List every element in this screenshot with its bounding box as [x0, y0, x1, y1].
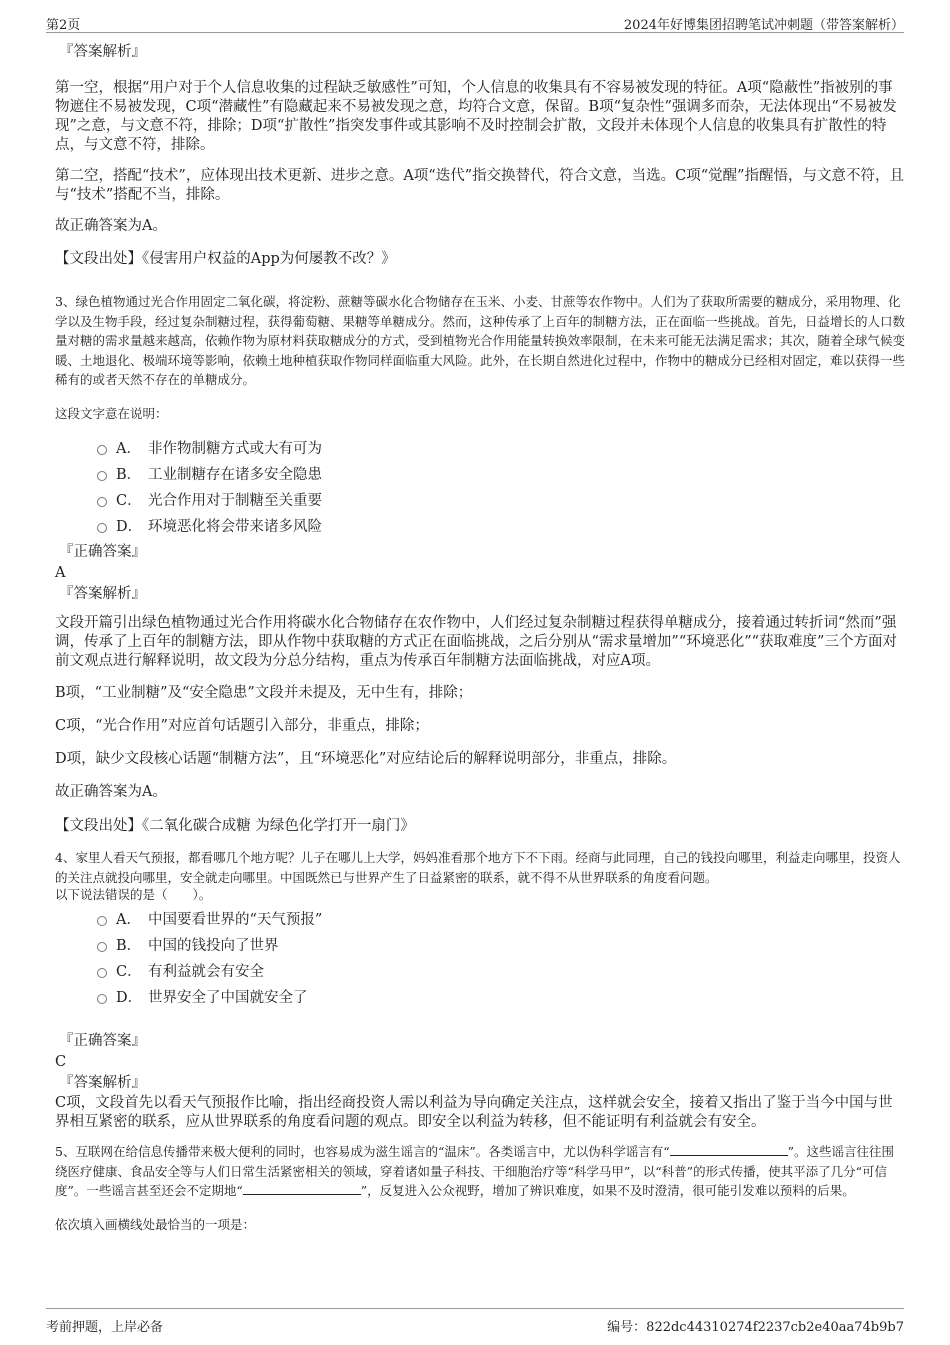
- q4-options: [55, 907, 905, 1011]
- q3-analysis-para4: D项，缺少文段核心话题“制糖方法”，且“环境恶化”对应结论后的解释说明部分，非重点，排除。: [55, 751, 677, 767]
- page-footer: [46, 1308, 904, 1339]
- page-header: [46, 12, 904, 33]
- q2-analysis-para2: 第二空，搭配“技术”，应体现出技术更新、进步之意。A项“迭代”指交换替代，符合文意，当选。C项“觉醒”指醒悟，与文意不符，且与“技术”搭配不当，排除。: [55, 168, 905, 203]
- q3-answer-label: 『正确答案』: [59, 544, 146, 560]
- radio-button[interactable]: [97, 471, 107, 481]
- radio-button[interactable]: [97, 916, 107, 926]
- q3-analysis-para2: B项，“工业制糖”及“安全隐患”文段并未提及，无中生有，排除；: [55, 685, 473, 701]
- q4-option-d[interactable]: D． 世界安全了中国就安全了: [55, 985, 905, 1011]
- q3-option-d[interactable]: D． 环境恶化将会带来诸多风险: [55, 514, 905, 540]
- document-body: [55, 42, 905, 1234]
- q3-options: [55, 436, 905, 540]
- q4-option-a[interactable]: A． 中国要看世界的“天气预报”: [55, 907, 905, 933]
- q3-analysis-label: 『答案解析』: [59, 586, 146, 602]
- q3-source: 【文段出处】《二氧化碳合成糖 为绿色化学打开一扇门》: [55, 818, 415, 834]
- q2-source: 【文段出处】《侵害用户权益的App为何屡教不改？》: [55, 251, 396, 267]
- q3-option-b[interactable]: B． 工业制糖存在诸多安全隐患: [55, 462, 905, 488]
- q3-analysis-para3: C项，“光合作用”对应首句话题引入部分，非重点，排除；: [55, 718, 429, 734]
- q4-question: 以下说法错误的是（ ）。: [55, 887, 212, 902]
- q3-analysis-para1: 文段开篇引出绿色植物通过光合作用将碳水化合物储存在农作物中，人们经过复杂制糖过程获得单糖成分，接着通过转折词“然而”强调，传承了上百年的制糖方法，即从作物中获取糖的方式正在面临挑战，之后分别从“需求量增加”“环境恶化”“获取难度”三个方面对前文观点进行解释说明，故文段为分总分结构，重点为传承百年制糖方法面临挑战，对应A项。: [55, 615, 897, 669]
- fill-blank-1[interactable]: [670, 1143, 788, 1156]
- q4-answer: C: [55, 1054, 67, 1070]
- q3-question: 这段文字意在说明：: [55, 405, 168, 421]
- q3-stem: 3、绿色植物通过光合作用固定二氧化碳，将淀粉、蔗糖等碳水化合物储存在玉米、小麦、甘蔗等农作物中。人们为了获取所需要的糖成分，采用物理、化学以及生物手段，经过复杂制糖过程，获得葡萄糖、果糖等单糖成分。然而，这种传承了上百年的制糖方法，正在面临一些挑战。首先，日益增长的人口数量对糖的需求量越来越高，依赖作物为原材料获取糖成分的方式，受到植物光合作用能量转换效率限制，在未来可能无法满足需求；其次，随着全球气候变暖、土地退化、极端环境等影响，依赖土地种植获取作物同样面临重大风险。此外，在长期自然进化过程中，作物中的糖成分已经相对固定，难以获得一些稀有的或者天然不存在的单糖成分。: [55, 294, 906, 387]
- q2-analysis-label: 『答案解析』: [59, 44, 146, 60]
- radio-button[interactable]: [97, 994, 107, 1004]
- radio-button[interactable]: [97, 445, 107, 455]
- radio-button[interactable]: [97, 968, 107, 978]
- q3-conclusion: 故正确答案为A。: [55, 784, 167, 800]
- q5-question: 依次填入画横线处最恰当的一项是：: [55, 1216, 256, 1232]
- q3-option-c[interactable]: C． 光合作用对于制糖至关重要: [55, 488, 905, 514]
- fill-blank-2[interactable]: [243, 1182, 361, 1195]
- page-number: 第2页: [46, 18, 81, 33]
- footer-slogan: 考前押题，上岸必备: [46, 1320, 164, 1335]
- radio-button[interactable]: [97, 497, 107, 507]
- q4-option-b[interactable]: B． 中国的钱投向了世界: [55, 933, 905, 959]
- q4-analysis-label: 『答案解析』: [59, 1075, 146, 1091]
- q4-analysis: C项，文段首先以看天气预报作比喻，指出经商投资人需以利益为导向确定关注点，这样就会安全，接着又指出了鉴于当今中国与世界相互紧密的联系，应从世界联系的角度看问题的观点。即安全以利益为转移，但不能证明有利益就会有安全。: [55, 1095, 893, 1130]
- q4-stem: 4、家里人看天气预报，都看哪几个地方呢？儿子在哪儿上大学，妈妈准看那个地方下不下雨。经商与此同理，自己的钱投向哪里，利益走向哪里，投资人的关注点就投向哪里，安全就走向哪里。中国既然已与世界产生了日益紧密的联系，就不得不从世界联系的角度看问题。: [55, 850, 901, 885]
- q2-conclusion: 故正确答案为A。: [55, 218, 167, 234]
- radio-button[interactable]: [97, 942, 107, 952]
- q5-stem: 5、互联网在给信息传播带来极大便利的同时，也容易成为滋生谣言的“温床”。各类谣言中，尤以伪科学谣言有“ ”。这些谣言往往围绕医疗健康、食品安全等与人们日常生活紧密相关的领域，穿着诸如量子科技、干细胞治疗等“科学马甲”，以“科普”的形式传播，使其平添了几分“可信度”。一些谣言甚至还会不定期地“ ”，反复进入公众视野，增加了辨识难度，如果不及时澄清，很可能引发难以预料的后果。: [55, 1144, 895, 1198]
- document-title: 2024年好博集团招聘笔试冲刺题（带答案解析）: [623, 18, 904, 33]
- document-code: 编号：822dc44310274f2237cb2e40aa74b9b7: [607, 1320, 904, 1335]
- q2-analysis-para1: 第一空，根据“用户对于个人信息收集的过程缺乏敏感性”可知，个人信息的收集具有不容易被发现的特征。A项“隐蔽性”指被别的事物遮住不易被发现，C项“潜藏性”有隐藏起来不易被发现之意，均符合文意，保留。B项“复杂性”强调多而杂，无法体现出“不易被发现”之意，与文意不符，排除；D项“扩散性”指突发事件或其影响不及时控制会扩散，文段并未体现个人信息的收集具有扩散性的特点，与文意不符，排除。: [55, 80, 897, 153]
- q4-answer-label: 『正确答案』: [59, 1033, 146, 1049]
- q3-option-a[interactable]: A． 非作物制糖方式或大有可为: [55, 436, 905, 462]
- radio-button[interactable]: [97, 523, 107, 533]
- q3-answer: A: [55, 565, 66, 581]
- q4-option-c[interactable]: C． 有利益就会有安全: [55, 959, 905, 985]
